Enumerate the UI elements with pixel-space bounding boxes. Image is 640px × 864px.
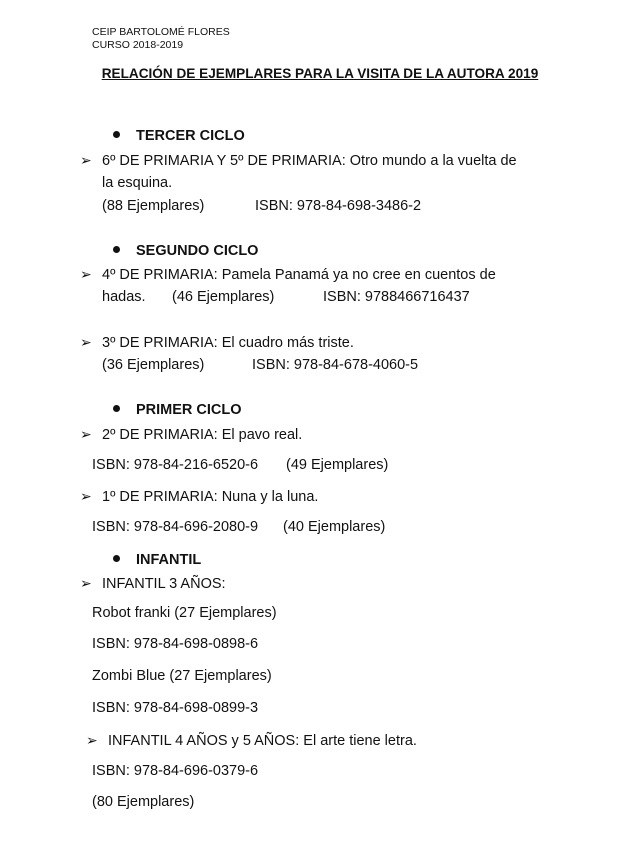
arrow-bullet-icon: ➢: [80, 426, 92, 442]
item-isbn: ISBN: 978-84-698-0898-6: [92, 636, 259, 652]
item-copies: (80 Ejemplares): [92, 794, 195, 810]
item-copies: (49 Ejemplares): [286, 457, 389, 473]
bullet-dot-icon: [113, 246, 120, 253]
arrow-bullet-icon: ➢: [80, 334, 92, 350]
section-heading: SEGUNDO CICLO: [136, 243, 259, 259]
item-text-continuation: la esquina.: [102, 175, 173, 191]
section-primer-ciclo: [113, 402, 242, 418]
bullet-dot-icon: [113, 405, 120, 412]
bullet-dot-icon: [113, 131, 120, 138]
book-title: Zombi Blue (27 Ejemplares): [92, 668, 272, 684]
list-item: [80, 488, 318, 505]
list-item: [80, 575, 226, 592]
section-tercer-ciclo: [113, 128, 245, 144]
section-infantil: [113, 552, 201, 568]
section-segundo-ciclo: [113, 243, 258, 259]
bullet-dot-icon: [113, 555, 120, 562]
list-item: [80, 426, 302, 443]
item-isbn: ISBN: 978-84-216-6520-6: [92, 457, 259, 473]
item-isbn: ISBN: 978-84-696-2080-9: [92, 519, 259, 535]
item-text: INFANTIL 3 AÑOS:: [102, 576, 226, 592]
arrow-bullet-icon: ➢: [80, 488, 92, 504]
school-header: [92, 26, 230, 52]
list-item: [86, 732, 417, 749]
section-heading: TERCER CICLO: [136, 128, 245, 144]
list-item: [80, 152, 517, 169]
item-isbn: ISBN: 978-84-696-0379-6: [92, 763, 259, 779]
arrow-bullet-icon: ➢: [80, 575, 92, 591]
course-year: CURSO 2018-2019: [92, 39, 184, 51]
item-text: 6º DE PRIMARIA Y 5º DE PRIMARIA: Otro mundo a la vuelta de: [102, 153, 517, 169]
item-copies: (36 Ejemplares): [102, 357, 205, 373]
school-name: CEIP BARTOLOMÉ FLORES: [92, 26, 230, 38]
item-isbn: ISBN: 978-84-678-4060-5: [252, 357, 419, 373]
list-item: [80, 266, 496, 283]
arrow-bullet-icon: ➢: [80, 266, 92, 282]
arrow-bullet-icon: ➢: [80, 152, 92, 168]
item-text: 2º DE PRIMARIA: El pavo real.: [102, 427, 303, 443]
item-copies: (46 Ejemplares): [172, 289, 275, 305]
book-title: Robot franki (27 Ejemplares): [92, 605, 277, 621]
item-isbn: ISBN: 9788466716437: [323, 289, 470, 305]
item-text: 1º DE PRIMARIA: Nuna y la luna.: [102, 489, 319, 505]
item-text-continuation: hadas.: [102, 289, 146, 305]
item-isbn: ISBN: 978-84-698-3486-2: [255, 198, 422, 214]
item-isbn: ISBN: 978-84-698-0899-3: [92, 700, 259, 716]
item-text: INFANTIL 4 AÑOS y 5 AÑOS: El arte tiene letra.: [108, 733, 417, 749]
item-copies: (40 Ejemplares): [283, 519, 386, 535]
item-text: 3º DE PRIMARIA: El cuadro más triste.: [102, 335, 354, 351]
section-heading: INFANTIL: [136, 552, 202, 568]
arrow-bullet-icon: ➢: [86, 732, 98, 748]
section-heading: PRIMER CICLO: [136, 402, 242, 418]
list-item: [80, 334, 354, 351]
item-text: 4º DE PRIMARIA: Pamela Panamá ya no cree en cuentos de: [102, 267, 496, 283]
document-title: RELACIÓN DE EJEMPLARES PARA LA VISITA DE LA AUTORA 2019: [101, 66, 539, 81]
item-copies: (88 Ejemplares): [102, 198, 205, 214]
